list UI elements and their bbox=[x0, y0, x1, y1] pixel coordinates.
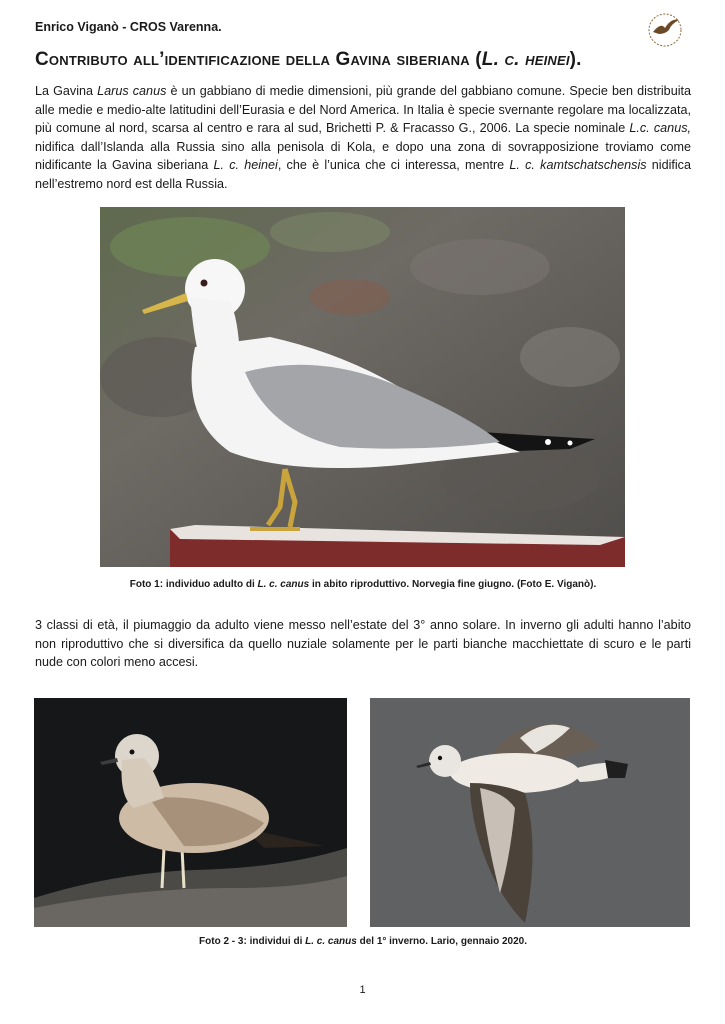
photo-first-winter-standing bbox=[34, 698, 347, 927]
photo1-caption: Foto 1: individuo adulto di L. c. canus in abito riproduttivo. Norvegia fine giugno. (Foto E. Viganò). bbox=[129, 579, 597, 590]
page-number: 1 bbox=[359, 984, 366, 996]
intro-paragraph: La Gavina Larus canus è un gabbiano di medie dimensioni, più grande del gabbiano comune. Specie ben distribuita alle medie e medio-alte latitudini dell’Eurasia e del Nord America. In Italia è specie svernante regolare ma localizzata, più comune al nord, scarsa al centro e rara al sud, Brichetti P. & Fracasso G., 2006. La specie nominale L.c. canus, nidifica dall’Islanda alla Russia sino alla penisola di Kola, e dopo una zona di sovrapposizione troviamo come nidificante la Gavina siberiana L. c. heinei, che è l’unica che ci interessa, mentre L. c. kamtschatschensis nidifica nell’estremo nord est della Russia. bbox=[35, 84, 691, 191]
photo-first-winter-flight bbox=[370, 698, 690, 927]
author-line: Enrico Viganò - CROS Varenna. bbox=[35, 20, 222, 34]
photo2-3-caption: Foto 2 - 3: individui di L. c. canus del 1° inverno. Lario, gennaio 2020. bbox=[199, 936, 527, 947]
cros-logo bbox=[643, 12, 687, 48]
cros-swallow-logo bbox=[653, 20, 679, 34]
page-title: Contributo all’identificazione della Gavina siberiana (L. c. heinei). bbox=[35, 49, 582, 70]
photo-adult-gull bbox=[100, 207, 625, 567]
second-paragraph: 3 classi di età, il piumaggio da adulto viene messo nell’estate del 3° anno solare. In inverno gli adulti hanno l’abito non riproduttivo che si diversifica da quello nuziale solamente per le parti bianche macchiettate di scuro e le parti nude con colori meno accesi. bbox=[35, 618, 691, 669]
